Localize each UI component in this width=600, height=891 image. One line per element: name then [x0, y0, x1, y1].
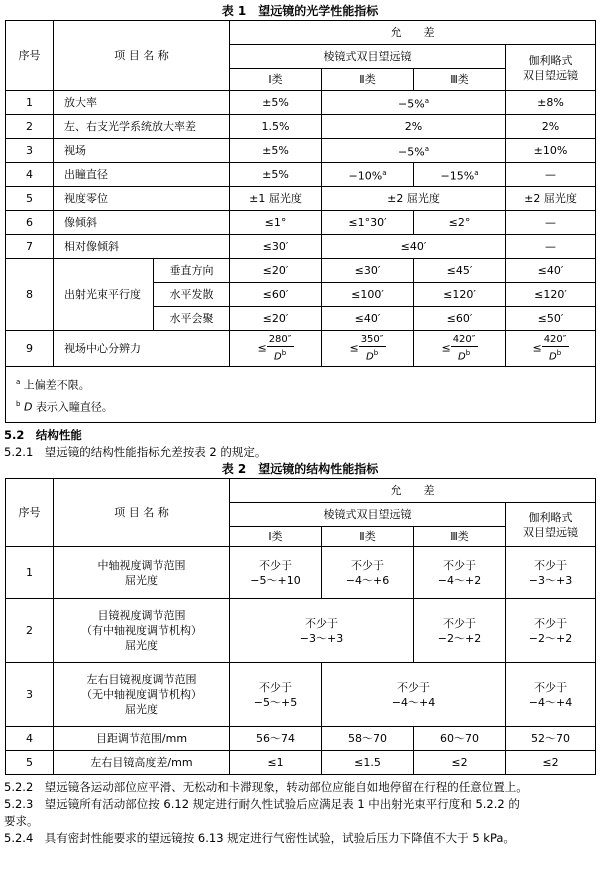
table1-header-galileo-line1: 伽利略式 — [528, 53, 573, 67]
table1-notes — [6, 367, 596, 423]
table2-header-allow: 允 差 — [230, 479, 596, 503]
fraction-denominator — [274, 347, 286, 363]
table-row-seq: 3 — [6, 139, 54, 163]
table1-header-class3: Ⅲ类 — [414, 69, 506, 91]
table2-header-class1: Ⅰ类 — [230, 527, 322, 547]
paragraph-5-2-3-line1: 5.2.3 望远镜所有活动部位按 6.12 规定进行耐久性试验后应满足表 1 中出射光束平行度和 5.2.2 的 — [4, 797, 520, 812]
table1 — [5, 20, 596, 423]
table-row-seq: 7 — [6, 235, 54, 259]
table-cell-galileo: 52～70 — [506, 727, 596, 751]
table-row-name: 左、右支光学系统放大率差 — [54, 115, 230, 139]
table-cell-class2 — [322, 163, 414, 187]
table-cell-class1: ±5% — [230, 91, 322, 115]
footnote-mark: a — [474, 168, 479, 177]
name-line: 目镜视度调节范围 — [97, 609, 186, 623]
table-cell-class1: ±5% — [230, 139, 322, 163]
table-row-name: 相对像倾斜 — [54, 235, 230, 259]
table-cell-class1: ≤30′ — [230, 235, 322, 259]
name-line: （有中轴视度调节机构） — [81, 624, 202, 638]
value-line: 不少于 — [534, 558, 567, 572]
table1-header-seq: 序号 — [6, 21, 54, 91]
table-cell-class3 — [414, 547, 506, 599]
table-cell-class1: 1.5% — [230, 115, 322, 139]
note-text: 表示入瞳直径。 — [35, 400, 113, 414]
table-cell-class23: 2% — [322, 115, 506, 139]
table-row-name: 视场 — [54, 139, 230, 163]
table-cell-class23 — [322, 663, 506, 727]
table-cell-class3: ≤45′ — [414, 259, 506, 283]
table-row-subname: 垂直方向 — [154, 259, 230, 283]
fraction-numerator: 350″ — [360, 333, 384, 345]
table-row-seq: 5 — [6, 751, 54, 775]
table-cell-class3: ≤120′ — [414, 283, 506, 307]
value-line: 不少于 — [259, 680, 292, 694]
table1-header-item: 项 目 名 称 — [54, 21, 230, 91]
le-sign: ≤ — [532, 341, 542, 355]
denominator-symbol: D — [549, 351, 557, 363]
table-cell-class3: ≤2° — [414, 211, 506, 235]
table-cell-galileo — [506, 599, 596, 663]
paragraph-5-2-1: 5.2.1 望远镜的结构性能指标允差按表 2 的规定。 — [4, 445, 267, 460]
table-cell-galileo: ≤120′ — [506, 283, 596, 307]
name-line: 中轴视度调节范围 — [97, 558, 186, 572]
table2-header-item: 项 目 名 称 — [54, 479, 230, 547]
table-cell-class3 — [414, 331, 506, 367]
table-row-name — [54, 599, 230, 663]
table-cell-class23: ±2 屈光度 — [322, 187, 506, 211]
denominator-symbol: D — [458, 351, 466, 363]
fraction-numerator: 280″ — [268, 333, 292, 345]
table-row-name — [54, 547, 230, 599]
table-cell-galileo: — — [506, 211, 596, 235]
value-line: 不少于 — [443, 616, 476, 630]
table-row-seq: 9 — [6, 331, 54, 367]
table-cell-class1: ±5% — [230, 163, 322, 187]
table-cell-class2: ≤40′ — [322, 307, 414, 331]
table-row-seq: 4 — [6, 163, 54, 187]
note-a — [16, 373, 585, 395]
table-cell-galileo: 2% — [506, 115, 596, 139]
section-heading: 5.2 结构性能 — [4, 428, 82, 443]
table-cell-class3: ≤2 — [414, 751, 506, 775]
table-row-name: 出射光束平行度 — [54, 259, 154, 331]
table-row-seq: 1 — [6, 91, 54, 115]
table-row-name: 像倾斜 — [54, 211, 230, 235]
table-row-seq: 2 — [6, 599, 54, 663]
footnote-mark: a — [424, 96, 429, 105]
table-cell-class2: ≤100′ — [322, 283, 414, 307]
table-row-name: 左右目镜高度差/mm — [54, 751, 230, 775]
footnote-mark: a — [424, 144, 429, 153]
table-row-seq: 3 — [6, 663, 54, 727]
table-cell-class1: ≤1° — [230, 211, 322, 235]
table-cell-class3 — [414, 163, 506, 187]
table-cell-class1: ≤20′ — [230, 307, 322, 331]
value-line: 不少于 — [305, 616, 338, 630]
paragraph-5-2-2: 5.2.2 望远镜各运动部位应平滑、无松动和卡滞现象，转动部位应能自如地停留在行程的任意位置上。 — [4, 780, 528, 795]
value-line: 不少于 — [534, 680, 567, 694]
value: −5% — [398, 145, 425, 159]
name-line: 屈光度 — [125, 639, 158, 653]
footnote-mark: b — [556, 348, 562, 357]
table-cell-class23 — [322, 91, 506, 115]
table-cell-galileo: ≤50′ — [506, 307, 596, 331]
table-cell-class3 — [414, 599, 506, 663]
value-line: 不少于 — [351, 558, 384, 572]
fraction — [451, 334, 478, 363]
table-cell-class3: ≤60′ — [414, 307, 506, 331]
table2-header-seq: 序号 — [6, 479, 54, 547]
table-cell-class1: 56～74 — [230, 727, 322, 751]
le-sign: ≤ — [257, 341, 267, 355]
fraction-denominator — [549, 347, 561, 363]
value-line: −4～+2 — [437, 573, 482, 587]
table-row-name — [54, 663, 230, 727]
fraction — [267, 334, 294, 363]
denominator-symbol: D — [274, 351, 282, 363]
footnote-mark: a — [382, 168, 387, 177]
denominator-symbol: D — [366, 351, 374, 363]
table1-header-galileo — [506, 45, 596, 91]
table-row-seq: 8 — [6, 259, 54, 331]
table-cell-galileo: ±8% — [506, 91, 596, 115]
table2-caption: 表 2 望远镜的结构性能指标 — [221, 462, 379, 477]
table-cell-galileo: ≤2 — [506, 751, 596, 775]
table2-header-galileo-line1: 伽利略式 — [528, 510, 573, 524]
table-cell-class2: ≤1°30′ — [322, 211, 414, 235]
table1-caption: 表 1 望远镜的光学性能指标 — [221, 4, 379, 18]
table-cell-galileo: — — [506, 235, 596, 259]
table-cell-galileo: — — [506, 163, 596, 187]
footnote-mark: b — [373, 348, 379, 357]
value: −15% — [440, 169, 475, 183]
table-row-seq: 1 — [6, 547, 54, 599]
table1-header-prism: 棱镜式双目望远镜 — [230, 45, 506, 69]
value-line: 不少于 — [534, 616, 567, 630]
table-cell-galileo: ±10% — [506, 139, 596, 163]
paragraph-5-2-4: 5.2.4 具有密封性能要求的望远镜按 6.13 规定进行气密性试验，试验后压力下降值不大于 5 kPa。 — [4, 831, 515, 846]
fraction-numerator: 420″ — [452, 333, 476, 345]
name-line: 屈光度 — [125, 703, 158, 717]
value-line: −3～+3 — [299, 631, 344, 645]
table-cell-class1: ≤20′ — [230, 259, 322, 283]
table-row-name: 视场中心分辨力 — [54, 331, 230, 367]
table2-header-galileo — [506, 503, 596, 547]
footnote-mark: b — [281, 348, 287, 357]
table2 — [5, 478, 596, 775]
table2-header-class3: Ⅲ类 — [414, 527, 506, 547]
table-cell-galileo — [506, 331, 596, 367]
table-row-subname: 水平发散 — [154, 283, 230, 307]
table2-header-prism: 棱镜式双目望远镜 — [230, 503, 506, 527]
table-cell-class2: ≤30′ — [322, 259, 414, 283]
table2-header-galileo-line2: 双目望远镜 — [523, 525, 578, 539]
table-cell-galileo — [506, 547, 596, 599]
value-line: −2～+2 — [437, 631, 482, 645]
table-cell-class2 — [322, 331, 414, 367]
value-line: −4～+4 — [391, 695, 436, 709]
table-row-name: 目距调节范围/mm — [54, 727, 230, 751]
value-line: −4～+4 — [528, 695, 573, 709]
table-cell-class1: ±1 屈光度 — [230, 187, 322, 211]
table2-header-class2: Ⅱ类 — [322, 527, 414, 547]
table-cell-class2 — [322, 547, 414, 599]
fraction — [359, 334, 386, 363]
note-symbol: D — [23, 400, 33, 414]
table-cell-class3: 60～70 — [414, 727, 506, 751]
table1-header-allow: 允 差 — [230, 21, 596, 45]
paragraph-5-2-3-line2: 要求。 — [4, 814, 39, 829]
table-cell-class1 — [230, 547, 322, 599]
table-cell-class2: 58～70 — [322, 727, 414, 751]
table-cell-class1: ≤1 — [230, 751, 322, 775]
value: −10% — [348, 169, 383, 183]
value-line: 不少于 — [397, 680, 430, 694]
fraction-numerator: 420″ — [543, 333, 567, 345]
le-sign: ≤ — [441, 341, 451, 355]
footnote-mark: b — [16, 399, 21, 408]
table-cell-class23: ≤40′ — [322, 235, 506, 259]
fraction — [542, 334, 569, 363]
fraction-denominator — [366, 347, 378, 363]
value-line: −5～+10 — [250, 573, 301, 587]
table-cell-class23 — [322, 139, 506, 163]
table-cell-class1 — [230, 331, 322, 367]
value-line: −2～+2 — [528, 631, 573, 645]
name-line: 左右目镜视度调节范围 — [86, 673, 197, 687]
value-line: −3～+3 — [528, 573, 573, 587]
table-cell-galileo: ±2 屈光度 — [506, 187, 596, 211]
value-line: 不少于 — [259, 558, 292, 572]
fraction-denominator — [458, 347, 470, 363]
note-text: 上偏差不限。 — [23, 378, 90, 392]
table-cell-class1 — [230, 663, 322, 727]
value-line: −5～+5 — [253, 695, 298, 709]
table1-header-class1: Ⅰ类 — [230, 69, 322, 91]
table-row-name: 放大率 — [54, 91, 230, 115]
table-row-name: 出瞳直径 — [54, 163, 230, 187]
name-line: （无中轴视度调节机构） — [81, 688, 202, 702]
footnote-mark: a — [16, 378, 21, 386]
table-cell-class2: ≤1.5 — [322, 751, 414, 775]
table-row-seq: 6 — [6, 211, 54, 235]
value-line: −4～+6 — [345, 573, 390, 587]
value: −5% — [398, 97, 425, 111]
le-sign: ≤ — [349, 341, 359, 355]
name-line: 屈光度 — [125, 573, 158, 587]
table-row-seq: 4 — [6, 727, 54, 751]
table1-header-class2: Ⅱ类 — [322, 69, 414, 91]
table-row-name: 视度零位 — [54, 187, 230, 211]
table-cell-class1: ≤60′ — [230, 283, 322, 307]
table-row-seq: 2 — [6, 115, 54, 139]
note-b — [16, 395, 585, 417]
table-row-subname: 水平会聚 — [154, 307, 230, 331]
table1-header-galileo-line2: 双目望远镜 — [523, 68, 578, 82]
footnote-mark: b — [465, 348, 471, 357]
table-cell-galileo: ≤40′ — [506, 259, 596, 283]
table-cell-class12 — [230, 599, 414, 663]
value-line: 不少于 — [443, 558, 476, 572]
table-row-seq: 5 — [6, 187, 54, 211]
table-cell-galileo — [506, 663, 596, 727]
